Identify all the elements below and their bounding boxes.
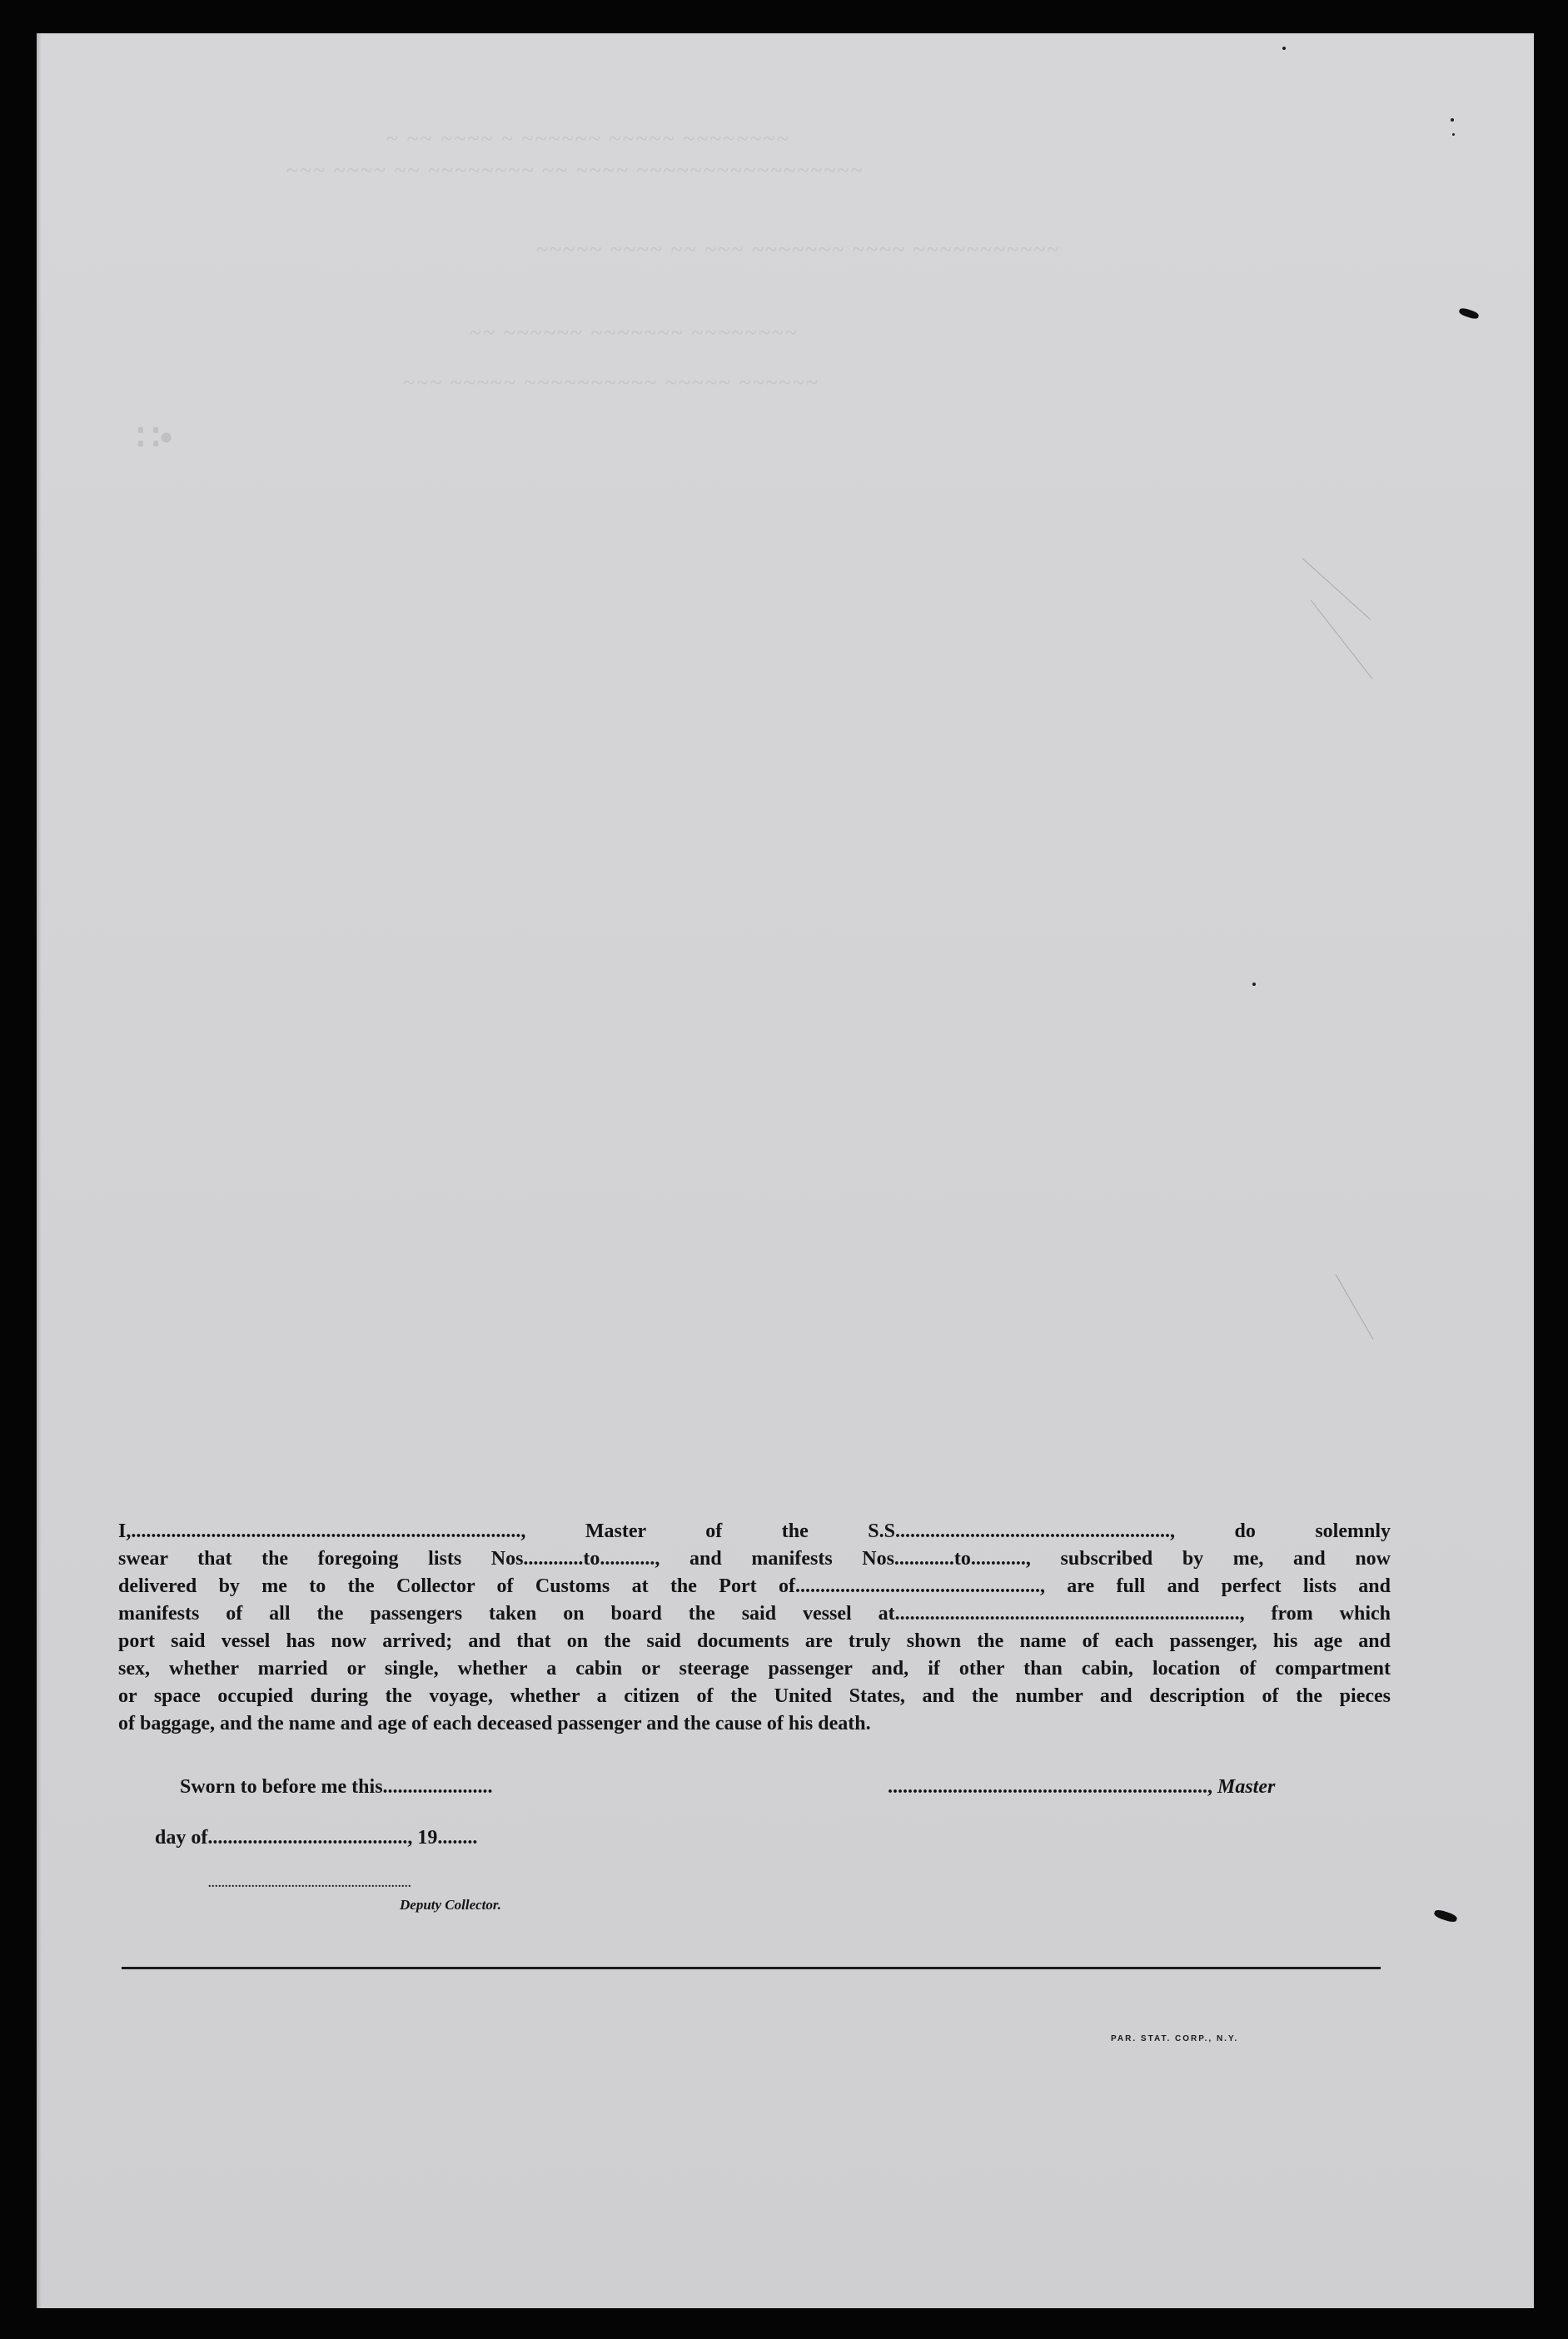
day-of-field[interactable]: day of........................................, 19........ [155, 1827, 478, 1849]
oath-line: swear that the foregoing lists Nos............to..........., and manifests Nos............to..........., subscribed by me, and now [118, 1548, 1391, 1570]
deputy-signature-line[interactable]: ............................................................. [208, 1878, 411, 1890]
deputy-collector-label: Deputy Collector. [400, 1897, 501, 1913]
dust-speck [1451, 118, 1454, 122]
bleed-through-mark: ~~ ~~~~~~ ~~~~~~~ ~~~~~~~~ [470, 321, 799, 345]
sworn-before-field[interactable]: Sworn to before me this...................... [180, 1776, 493, 1798]
dust-speck [1252, 983, 1256, 986]
printer-mark: PAR. STAT. CORP., N.Y. [1111, 2034, 1239, 2043]
oath-line: sex, whether married or single, whether a cabin or steerage passenger and, if other than cabin, location of compartment [118, 1658, 1391, 1680]
oath-line: delivered by me to the Collector of Customs at the Port of................................................., are full and perfect lists and [118, 1575, 1391, 1597]
master-label: Master [1217, 1776, 1276, 1798]
bleed-through-mark: ~~~ ~~~~~ ~~~~~~~~~~ ~~~~~ ~~~~~~ [403, 371, 819, 395]
master-oath-paragraph [118, 1518, 1391, 1738]
dust-speck [1282, 47, 1286, 50]
oath-line: port said vessel has now arrived; and that on the said documents are truly shown the name of each passenger, his age and [118, 1630, 1391, 1652]
page-edge-shadow [37, 33, 42, 2308]
edge-mark [1458, 307, 1480, 321]
footer-rule [122, 1967, 1381, 1969]
bleed-through-mark: ~~~~~ ~~~~ ~~ ~~~ ~~~~~~~ ~~~~ ~~~~~~~~~~~ [536, 237, 1061, 261]
bleed-through-mark: ~~~ ~~~~ ~~ ~~~~~~~~ ~~ ~~~~ ~~~~~~~~~~~~~~~~~ [286, 158, 864, 182]
scratch-mark [1336, 1274, 1374, 1339]
dust-speck [1452, 133, 1455, 136]
bleed-through-mark: ∷• [137, 417, 173, 458]
oath-line: of baggage, and the name and age of each deceased passenger and the cause of his death. [118, 1713, 871, 1734]
bleed-through-mark: ~ ~~ ~~~~ ~ ~~~~~~ ~~~~~ ~~~~~~~~ [386, 127, 790, 151]
oath-line: or space occupied during the voyage, whether a citizen of the United States, and the number and description of the pieces [118, 1685, 1391, 1707]
oath-line: I,.............................................................................., Master of the S.S......................................................., do solemnly [118, 1520, 1391, 1542]
master-signature-field[interactable] [888, 1776, 1275, 1799]
scratch-mark [1311, 600, 1373, 679]
master-signature-line: ................................................................, [888, 1776, 1212, 1798]
edge-mark [1433, 1909, 1458, 1923]
scratch-mark [1302, 558, 1371, 620]
oath-line: manifests of all the passengers taken on board the said vessel at....................................................................., from which [118, 1603, 1391, 1625]
